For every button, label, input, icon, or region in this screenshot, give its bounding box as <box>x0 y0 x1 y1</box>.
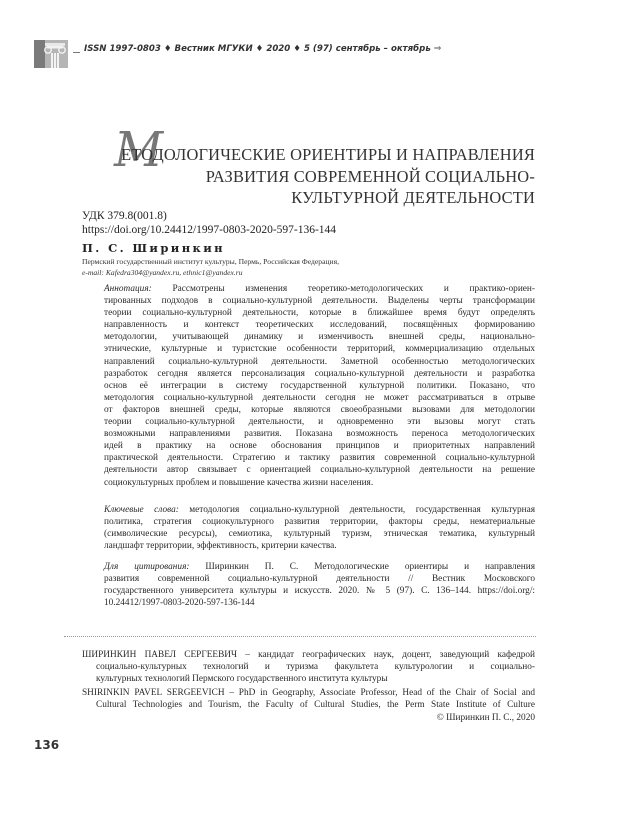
author-email[interactable]: e-mail: Kafedra304@yandex.ru, ethnic1@yandex.ru <box>82 268 243 277</box>
abstract-line: основ её интеграции в систему государственной культурной политики. Показано, что <box>104 380 535 391</box>
page-number: 136 <box>34 738 60 752</box>
author-bio-ru <box>82 649 535 685</box>
abstract <box>104 283 535 489</box>
abstract-line: теории социально-культурной деятельности, которые в ближайшее время будут определять <box>104 308 535 319</box>
udc-code: УДК 379.8(001.8) <box>82 210 167 222</box>
citation <box>104 561 535 609</box>
abstract-line: деятельности автор связывает с ориентацией социально-культурной деятельности на решение <box>104 465 535 476</box>
title-initial-letter: М <box>114 122 164 178</box>
abstract-line: методология социально-культурной деятельности сегодня не может рассматриваться в отрыве <box>104 392 535 403</box>
abstract-line: тированных подходов в социально-культурной деятельности. Выделены черты трансформации <box>104 296 535 307</box>
citation-label: Для цитирования: <box>104 562 190 572</box>
bio-line: SHIRINKIN PAVEL SERGEEVICH – PhD in Geography, Associate Professor, Head of the Chair of Social and <box>82 688 535 698</box>
author-name: П. С. Ширинкин <box>82 241 225 255</box>
bio-line: культурных технологий Пермского государственного института культуры <box>96 674 388 685</box>
journal-logo-column-icon <box>34 40 68 68</box>
abstract-line: теории социально-культурной деятельности, и одновременно эти вызовы могут стать <box>104 417 535 428</box>
abstract-line: социокультурных проблем и повышение качества жизни населения. <box>104 477 374 488</box>
abstract-line: методологии, учитывающей динамику и изменчивость внешней среды, национально- <box>104 332 535 343</box>
abstract-line: этнические, культурные и туристские особенности территорий, коммерциализацию отдельных <box>104 344 535 355</box>
citation-line: 10.24412/1997-0803-2020-597-136-144 <box>104 598 255 609</box>
abstract-line: идей в практику на основе обоснования принципов и приоритетных направлений <box>104 441 535 452</box>
title-line: КУЛЬТУРНОЙ ДЕЯТЕЛЬНОСТИ <box>291 188 535 207</box>
bio-line: ШИРИНКИН ПАВЕЛ СЕРГЕЕВИЧ – кандидат географических наук, доцент, заведующий кафедрой <box>82 650 535 660</box>
abstract-line: направленность и контекст теоретических исследований, посвящённых формированию <box>104 320 535 331</box>
bio-line: Cultural Technologies and Tourism, the Faculty of Cultural Studies, the Perm State Institute of Culture <box>96 700 535 711</box>
citation-line: Для цитирования: Ширинкин П. С. Методологические ориентиры и направления <box>104 562 535 572</box>
doi-link[interactable]: https://doi.org/10.24412/1997-0803-2020-597-136-144 <box>82 224 337 236</box>
abstract-label: Аннотация: <box>104 284 152 294</box>
title-line: РАЗВИТИЯ СОВРЕМЕННОЙ СОЦИАЛЬНО- <box>205 166 535 186</box>
copyright: © Ширинкин П. С., 2020 <box>436 713 535 723</box>
abstract-line: от факторов внешней среды, которые являются своеобразными вызовами для методологии <box>104 404 535 415</box>
keywords-line: (символические ресурсы), семиотика, культурный туризм, этническая тематика, культурный <box>104 529 535 540</box>
section-divider <box>64 636 536 637</box>
title-line: ЕТОДОЛОГИЧЕСКИЕ ОРИЕНТИРЫ И НАПРАВЛЕНИЯ <box>121 145 535 164</box>
keywords-line: политика, стратегия социокультурного развития территории, факторы среды, нематериальные <box>104 517 535 528</box>
running-header-text: ISSN 1997-0803 ♦ Вестник МГУКИ ♦ 2020 ♦ 5 (97) сентябрь – октябрь <box>84 44 431 54</box>
abstract-line: Аннотация: Рассмотрены изменения теоретико-методологических и практико-ориен- <box>104 284 535 294</box>
article-title <box>80 122 535 207</box>
author-affiliation: Пермский государственный институт культуры, Пермь, Российская Федерация, <box>82 257 339 266</box>
keywords-line: ландшафт территории, эффективность, критерии качества. <box>104 541 337 552</box>
abstract-line: направлений социально-культурной деятельности. Заметной особенностью методологических <box>104 356 535 367</box>
header-rule <box>73 52 80 53</box>
citation-line: развития современной социально-культурной деятельности // Вестник Московского <box>104 574 535 585</box>
running-header <box>84 44 604 54</box>
abstract-line: возможными направлениями развития. Показана возможность переноса методологических <box>104 429 535 440</box>
abstract-line: разработок сегодня является персонализация социально-культурной деятельности и разработка <box>104 368 535 379</box>
keywords <box>104 504 535 552</box>
abstract-line: практической деятельности. Стратегию и тактику развития современной социально-культурной <box>104 453 535 464</box>
keywords-label: Ключевые слова: <box>104 505 179 515</box>
citation-line: государственного университета культуры и искусств. 2020. № 5 (97). С. 136–144. https://doi.org/: <box>104 586 535 597</box>
keywords-line: Ключевые слова: методология социально-культурной деятельности, государственная культурная <box>104 505 535 515</box>
next-page-arrow-icon: ⇒ <box>433 44 442 54</box>
bio-line: социально-культурных технологий и туризма факультета культурологии и социально- <box>96 662 535 673</box>
author-bio-en <box>82 687 535 711</box>
